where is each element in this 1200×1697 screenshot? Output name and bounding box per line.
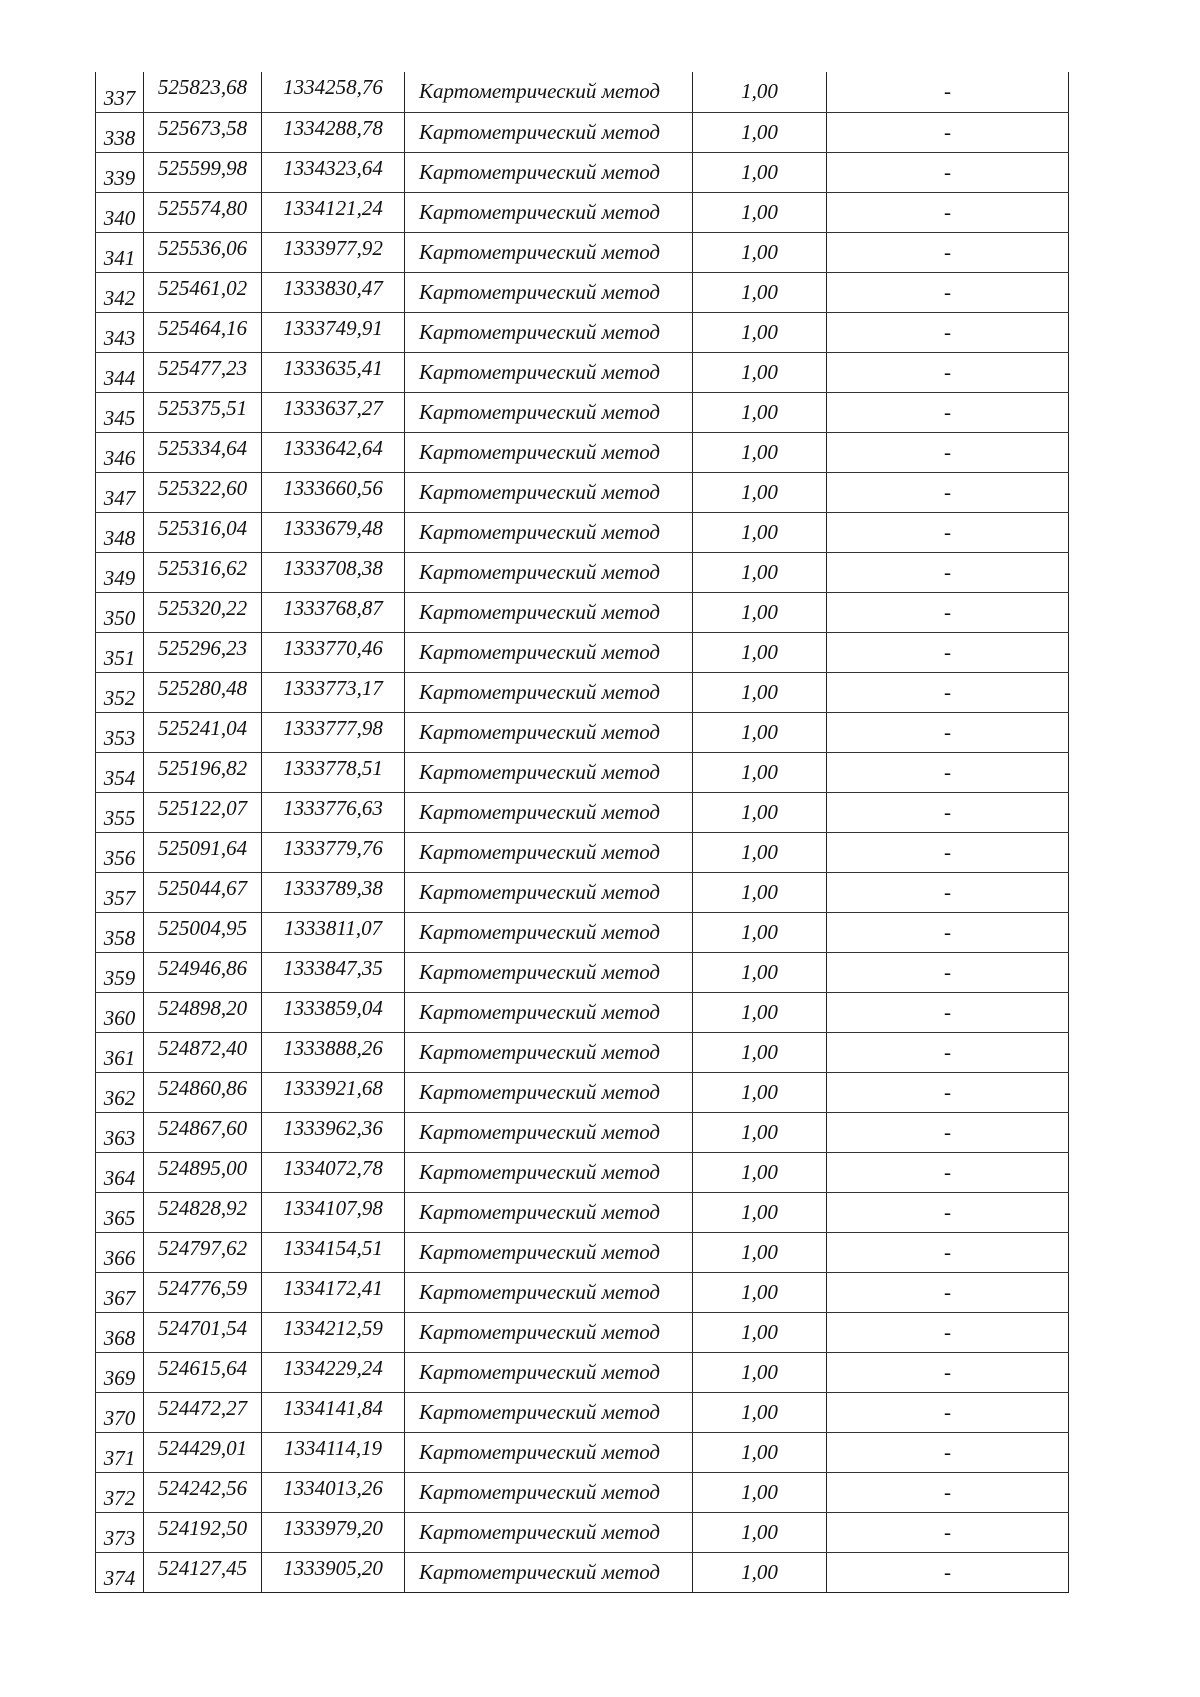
accuracy-cell: 1,00	[693, 632, 827, 672]
coordinate-x-cell: 524860,86	[144, 1072, 262, 1112]
method-cell: Картометрический метод	[405, 1312, 693, 1352]
accuracy-cell: 1,00	[693, 1552, 827, 1592]
description-cell: -	[827, 392, 1069, 432]
accuracy-cell: 1,00	[693, 1312, 827, 1352]
accuracy-cell: 1,00	[693, 872, 827, 912]
accuracy-cell: 1,00	[693, 152, 827, 192]
accuracy-cell: 1,00	[693, 552, 827, 592]
coordinate-y-cell: 1334141,84	[262, 1392, 405, 1432]
coordinate-x-cell: 525322,60	[144, 472, 262, 512]
method-cell: Картометрический метод	[405, 712, 693, 752]
point-number-cell: 366	[96, 1232, 144, 1272]
description-cell: -	[827, 552, 1069, 592]
point-number-cell: 362	[96, 1072, 144, 1112]
table-row	[96, 1192, 1069, 1232]
table-row	[96, 1272, 1069, 1312]
coordinate-y-cell: 1334121,24	[262, 192, 405, 232]
table-row	[96, 1112, 1069, 1152]
coordinate-y-cell: 1334013,26	[262, 1472, 405, 1512]
accuracy-cell: 1,00	[693, 1352, 827, 1392]
coordinate-x-cell: 524127,45	[144, 1552, 262, 1592]
method-cell: Картометрический метод	[405, 1552, 693, 1592]
method-cell: Картометрический метод	[405, 272, 693, 312]
description-cell: -	[827, 1432, 1069, 1472]
coordinate-y-cell: 1333770,46	[262, 632, 405, 672]
accuracy-cell: 1,00	[693, 312, 827, 352]
method-cell: Картометрический метод	[405, 832, 693, 872]
method-cell: Картометрический метод	[405, 1472, 693, 1512]
table-row	[96, 192, 1069, 232]
table-row	[96, 272, 1069, 312]
accuracy-cell: 1,00	[693, 592, 827, 632]
method-cell: Картометрический метод	[405, 1032, 693, 1072]
point-number-cell: 360	[96, 992, 144, 1032]
method-cell: Картометрический метод	[405, 392, 693, 432]
accuracy-cell: 1,00	[693, 1032, 827, 1072]
coordinate-x-cell: 525196,82	[144, 752, 262, 792]
coordinate-y-cell: 1333977,92	[262, 232, 405, 272]
accuracy-cell: 1,00	[693, 1112, 827, 1152]
point-number-cell: 341	[96, 232, 144, 272]
coordinate-y-cell: 1333768,87	[262, 592, 405, 632]
description-cell: -	[827, 952, 1069, 992]
table-row	[96, 432, 1069, 472]
coordinate-x-cell: 525375,51	[144, 392, 262, 432]
description-cell: -	[827, 432, 1069, 472]
table-row	[96, 1392, 1069, 1432]
method-cell: Картометрический метод	[405, 1232, 693, 1272]
coordinate-x-cell: 525673,58	[144, 112, 262, 152]
description-cell: -	[827, 672, 1069, 712]
table-row	[96, 1472, 1069, 1512]
accuracy-cell: 1,00	[693, 1272, 827, 1312]
coordinate-x-cell: 525823,68	[144, 72, 262, 112]
coordinate-y-cell: 1333979,20	[262, 1512, 405, 1552]
coordinate-y-cell: 1333811,07	[262, 912, 405, 952]
coordinate-y-cell: 1333789,38	[262, 872, 405, 912]
coordinate-x-cell: 525334,64	[144, 432, 262, 472]
table-row	[96, 72, 1069, 112]
table-row	[96, 992, 1069, 1032]
description-cell: -	[827, 1352, 1069, 1392]
coordinate-y-cell: 1334107,98	[262, 1192, 405, 1232]
coordinate-y-cell: 1333776,63	[262, 792, 405, 832]
point-number-cell: 365	[96, 1192, 144, 1232]
method-cell: Картометрический метод	[405, 992, 693, 1032]
description-cell: -	[827, 272, 1069, 312]
table-row	[96, 752, 1069, 792]
coordinate-y-cell: 1333635,41	[262, 352, 405, 392]
accuracy-cell: 1,00	[693, 192, 827, 232]
point-number-cell: 348	[96, 512, 144, 552]
point-number-cell: 347	[96, 472, 144, 512]
accuracy-cell: 1,00	[693, 272, 827, 312]
method-cell: Картометрический метод	[405, 432, 693, 472]
table-row	[96, 1552, 1069, 1592]
method-cell: Картометрический метод	[405, 912, 693, 952]
point-number-cell: 359	[96, 952, 144, 992]
method-cell: Картометрический метод	[405, 312, 693, 352]
point-number-cell: 355	[96, 792, 144, 832]
coordinate-y-cell: 1333921,68	[262, 1072, 405, 1112]
description-cell: -	[827, 152, 1069, 192]
table-row	[96, 1232, 1069, 1272]
coordinate-x-cell: 525320,22	[144, 592, 262, 632]
coordinate-y-cell: 1334258,76	[262, 72, 405, 112]
coordinate-x-cell: 525536,06	[144, 232, 262, 272]
accuracy-cell: 1,00	[693, 352, 827, 392]
accuracy-cell: 1,00	[693, 232, 827, 272]
point-number-cell: 354	[96, 752, 144, 792]
table-row	[96, 232, 1069, 272]
method-cell: Картометрический метод	[405, 72, 693, 112]
coordinate-y-cell: 1333660,56	[262, 472, 405, 512]
coordinate-y-cell: 1334288,78	[262, 112, 405, 152]
coordinate-x-cell: 525296,23	[144, 632, 262, 672]
point-number-cell: 369	[96, 1352, 144, 1392]
description-cell: -	[827, 992, 1069, 1032]
description-cell: -	[827, 312, 1069, 352]
coordinate-y-cell: 1334154,51	[262, 1232, 405, 1272]
coordinate-x-cell: 524872,40	[144, 1032, 262, 1072]
table-row	[96, 1152, 1069, 1192]
description-cell: -	[827, 1272, 1069, 1312]
point-number-cell: 361	[96, 1032, 144, 1072]
accuracy-cell: 1,00	[693, 952, 827, 992]
description-cell: -	[827, 1112, 1069, 1152]
method-cell: Картометрический метод	[405, 792, 693, 832]
table-row	[96, 592, 1069, 632]
coordinate-x-cell: 524898,20	[144, 992, 262, 1032]
coordinate-x-cell: 525574,80	[144, 192, 262, 232]
coordinate-y-cell: 1333773,17	[262, 672, 405, 712]
coordinate-y-cell: 1334229,24	[262, 1352, 405, 1392]
coordinate-y-cell: 1333642,64	[262, 432, 405, 472]
accuracy-cell: 1,00	[693, 832, 827, 872]
coordinate-y-cell: 1333778,51	[262, 752, 405, 792]
coordinate-y-cell: 1333779,76	[262, 832, 405, 872]
coordinate-y-cell: 1334323,64	[262, 152, 405, 192]
coordinate-y-cell: 1333637,27	[262, 392, 405, 432]
point-number-cell: 353	[96, 712, 144, 752]
coordinate-x-cell: 524472,27	[144, 1392, 262, 1432]
coordinate-y-cell: 1333830,47	[262, 272, 405, 312]
accuracy-cell: 1,00	[693, 112, 827, 152]
method-cell: Картометрический метод	[405, 592, 693, 632]
description-cell: -	[827, 792, 1069, 832]
point-number-cell: 337	[96, 72, 144, 112]
description-cell: -	[827, 112, 1069, 152]
method-cell: Картометрический метод	[405, 112, 693, 152]
coordinate-x-cell: 525599,98	[144, 152, 262, 192]
description-cell: -	[827, 1032, 1069, 1072]
accuracy-cell: 1,00	[693, 672, 827, 712]
table-row	[96, 952, 1069, 992]
coordinate-y-cell: 1334072,78	[262, 1152, 405, 1192]
point-number-cell: 345	[96, 392, 144, 432]
accuracy-cell: 1,00	[693, 912, 827, 952]
point-number-cell: 373	[96, 1512, 144, 1552]
table-row	[96, 912, 1069, 952]
description-cell: -	[827, 1072, 1069, 1112]
point-number-cell: 372	[96, 1472, 144, 1512]
method-cell: Картометрический метод	[405, 232, 693, 272]
point-number-cell: 344	[96, 352, 144, 392]
coordinates-table-body	[96, 72, 1069, 1592]
point-number-cell: 367	[96, 1272, 144, 1312]
table-row	[96, 1352, 1069, 1392]
method-cell: Картометрический метод	[405, 1072, 693, 1112]
description-cell: -	[827, 872, 1069, 912]
method-cell: Картометрический метод	[405, 632, 693, 672]
method-cell: Картометрический метод	[405, 1392, 693, 1432]
coordinate-y-cell: 1334114,19	[262, 1432, 405, 1472]
point-number-cell: 338	[96, 112, 144, 152]
coordinate-y-cell: 1333962,36	[262, 1112, 405, 1152]
point-number-cell: 339	[96, 152, 144, 192]
table-row	[96, 352, 1069, 392]
point-number-cell: 368	[96, 1312, 144, 1352]
description-cell: -	[827, 72, 1069, 112]
table-row	[96, 632, 1069, 672]
coordinate-x-cell: 524615,64	[144, 1352, 262, 1392]
coordinate-y-cell: 1333859,04	[262, 992, 405, 1032]
accuracy-cell: 1,00	[693, 472, 827, 512]
method-cell: Картометрический метод	[405, 672, 693, 712]
table-row	[96, 1072, 1069, 1112]
description-cell: -	[827, 912, 1069, 952]
description-cell: -	[827, 712, 1069, 752]
method-cell: Картометрический метод	[405, 552, 693, 592]
coordinate-x-cell: 524701,54	[144, 1312, 262, 1352]
accuracy-cell: 1,00	[693, 392, 827, 432]
method-cell: Картометрический метод	[405, 1352, 693, 1392]
description-cell: -	[827, 472, 1069, 512]
point-number-cell: 342	[96, 272, 144, 312]
point-number-cell: 352	[96, 672, 144, 712]
table-row	[96, 312, 1069, 352]
coordinate-x-cell: 525044,67	[144, 872, 262, 912]
coordinate-x-cell: 525477,23	[144, 352, 262, 392]
method-cell: Картометрический метод	[405, 192, 693, 232]
method-cell: Картометрический метод	[405, 952, 693, 992]
accuracy-cell: 1,00	[693, 432, 827, 472]
description-cell: -	[827, 192, 1069, 232]
coordinate-y-cell: 1333777,98	[262, 712, 405, 752]
point-number-cell: 371	[96, 1432, 144, 1472]
method-cell: Картометрический метод	[405, 1152, 693, 1192]
coordinate-x-cell: 525004,95	[144, 912, 262, 952]
accuracy-cell: 1,00	[693, 712, 827, 752]
accuracy-cell: 1,00	[693, 72, 827, 112]
description-cell: -	[827, 632, 1069, 672]
point-number-cell: 358	[96, 912, 144, 952]
table-row	[96, 832, 1069, 872]
coordinate-x-cell: 525280,48	[144, 672, 262, 712]
point-number-cell: 351	[96, 632, 144, 672]
description-cell: -	[827, 1152, 1069, 1192]
coordinate-y-cell: 1334172,41	[262, 1272, 405, 1312]
accuracy-cell: 1,00	[693, 1472, 827, 1512]
point-number-cell: 340	[96, 192, 144, 232]
description-cell: -	[827, 1312, 1069, 1352]
coordinate-x-cell: 524828,92	[144, 1192, 262, 1232]
point-number-cell: 374	[96, 1552, 144, 1592]
coordinate-x-cell: 525122,07	[144, 792, 262, 832]
description-cell: -	[827, 232, 1069, 272]
table-row	[96, 472, 1069, 512]
description-cell: -	[827, 1472, 1069, 1512]
accuracy-cell: 1,00	[693, 1192, 827, 1232]
coordinate-x-cell: 525464,16	[144, 312, 262, 352]
coordinate-y-cell: 1333847,35	[262, 952, 405, 992]
table-row	[96, 1032, 1069, 1072]
coordinate-x-cell: 525241,04	[144, 712, 262, 752]
accuracy-cell: 1,00	[693, 1072, 827, 1112]
table-row	[96, 1512, 1069, 1552]
coordinate-x-cell: 524776,59	[144, 1272, 262, 1312]
point-number-cell: 357	[96, 872, 144, 912]
method-cell: Картометрический метод	[405, 1272, 693, 1312]
description-cell: -	[827, 512, 1069, 552]
accuracy-cell: 1,00	[693, 1152, 827, 1192]
coordinate-x-cell: 524192,50	[144, 1512, 262, 1552]
method-cell: Картометрический метод	[405, 752, 693, 792]
accuracy-cell: 1,00	[693, 1232, 827, 1272]
description-cell: -	[827, 832, 1069, 872]
table-row	[96, 552, 1069, 592]
method-cell: Картометрический метод	[405, 512, 693, 552]
coordinate-y-cell: 1333708,38	[262, 552, 405, 592]
description-cell: -	[827, 1552, 1069, 1592]
point-number-cell: 363	[96, 1112, 144, 1152]
table-row	[96, 152, 1069, 192]
coordinates-table	[95, 72, 1069, 1593]
method-cell: Картометрический метод	[405, 872, 693, 912]
coordinate-x-cell: 524946,86	[144, 952, 262, 992]
method-cell: Картометрический метод	[405, 1512, 693, 1552]
point-number-cell: 364	[96, 1152, 144, 1192]
coordinate-y-cell: 1333679,48	[262, 512, 405, 552]
method-cell: Картометрический метод	[405, 152, 693, 192]
method-cell: Картометрический метод	[405, 352, 693, 392]
method-cell: Картометрический метод	[405, 1192, 693, 1232]
accuracy-cell: 1,00	[693, 752, 827, 792]
coordinate-y-cell: 1333888,26	[262, 1032, 405, 1072]
description-cell: -	[827, 352, 1069, 392]
table-row	[96, 1432, 1069, 1472]
table-row	[96, 1312, 1069, 1352]
point-number-cell: 370	[96, 1392, 144, 1432]
coordinate-y-cell: 1333749,91	[262, 312, 405, 352]
accuracy-cell: 1,00	[693, 992, 827, 1032]
point-number-cell: 349	[96, 552, 144, 592]
point-number-cell: 350	[96, 592, 144, 632]
coordinate-x-cell: 524895,00	[144, 1152, 262, 1192]
table-row	[96, 672, 1069, 712]
coordinate-x-cell: 525091,64	[144, 832, 262, 872]
table-row	[96, 872, 1069, 912]
description-cell: -	[827, 1512, 1069, 1552]
coordinate-y-cell: 1333905,20	[262, 1552, 405, 1592]
coordinate-x-cell: 524429,01	[144, 1432, 262, 1472]
coordinate-x-cell: 525316,04	[144, 512, 262, 552]
accuracy-cell: 1,00	[693, 792, 827, 832]
accuracy-cell: 1,00	[693, 512, 827, 552]
table-row	[96, 392, 1069, 432]
description-cell: -	[827, 752, 1069, 792]
table-row	[96, 112, 1069, 152]
accuracy-cell: 1,00	[693, 1512, 827, 1552]
coordinate-x-cell: 525316,62	[144, 552, 262, 592]
coordinate-x-cell: 524867,60	[144, 1112, 262, 1152]
point-number-cell: 356	[96, 832, 144, 872]
method-cell: Картометрический метод	[405, 1112, 693, 1152]
description-cell: -	[827, 1392, 1069, 1432]
point-number-cell: 346	[96, 432, 144, 472]
description-cell: -	[827, 1232, 1069, 1272]
method-cell: Картометрический метод	[405, 472, 693, 512]
description-cell: -	[827, 1192, 1069, 1232]
description-cell: -	[827, 592, 1069, 632]
coordinate-x-cell: 525461,02	[144, 272, 262, 312]
table-row	[96, 792, 1069, 832]
method-cell: Картометрический метод	[405, 1432, 693, 1472]
coordinate-x-cell: 524797,62	[144, 1232, 262, 1272]
point-number-cell: 343	[96, 312, 144, 352]
accuracy-cell: 1,00	[693, 1432, 827, 1472]
accuracy-cell: 1,00	[693, 1392, 827, 1432]
coordinate-x-cell: 524242,56	[144, 1472, 262, 1512]
table-row	[96, 712, 1069, 752]
table-row	[96, 512, 1069, 552]
coordinate-y-cell: 1334212,59	[262, 1312, 405, 1352]
